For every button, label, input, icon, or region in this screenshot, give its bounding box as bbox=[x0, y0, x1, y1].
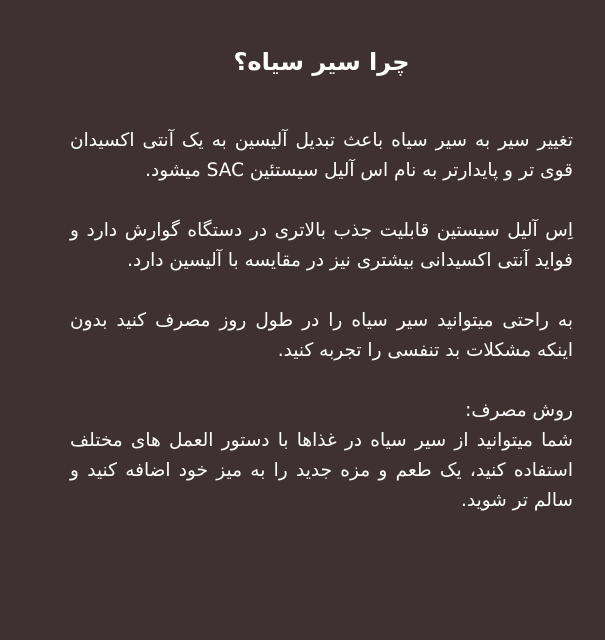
page-title: چرا سیر سیاه؟ bbox=[233, 48, 410, 76]
usage-heading: روش مصرف: bbox=[465, 400, 573, 421]
usage-text: شما میتوانید از سیر سیاه در غذاها با دستور العمل های مختلف استفاده کنید، یک طعم و مزه جدید را به میز خود اضافه کنید و سالم تر شوید. bbox=[70, 430, 573, 511]
usage-section bbox=[70, 396, 573, 516]
paragraph-daily-use: به راحتی میتوانید سیر سیاه را در طول روز مصرف کنید بدون اینکه مشکلات بد تنفسی را تجربه کنید. bbox=[70, 310, 573, 361]
paragraph-sac-conversion: تغییر سیر به سیر سیاه باعث تبدیل آلیسین به یک آنتی اکسیدان قوی تر و پایدارتر به نام اس آلیل سیستئین SAC میشود. bbox=[70, 130, 573, 181]
paragraph-absorption: اِس آلیل سیستین قابلیت جذب بالاتری در دستگاه گوارش دارد و فواید آنتی اکسیدانی بیشتری نیز در مقایسه با آلیسین دارد. bbox=[70, 220, 573, 271]
